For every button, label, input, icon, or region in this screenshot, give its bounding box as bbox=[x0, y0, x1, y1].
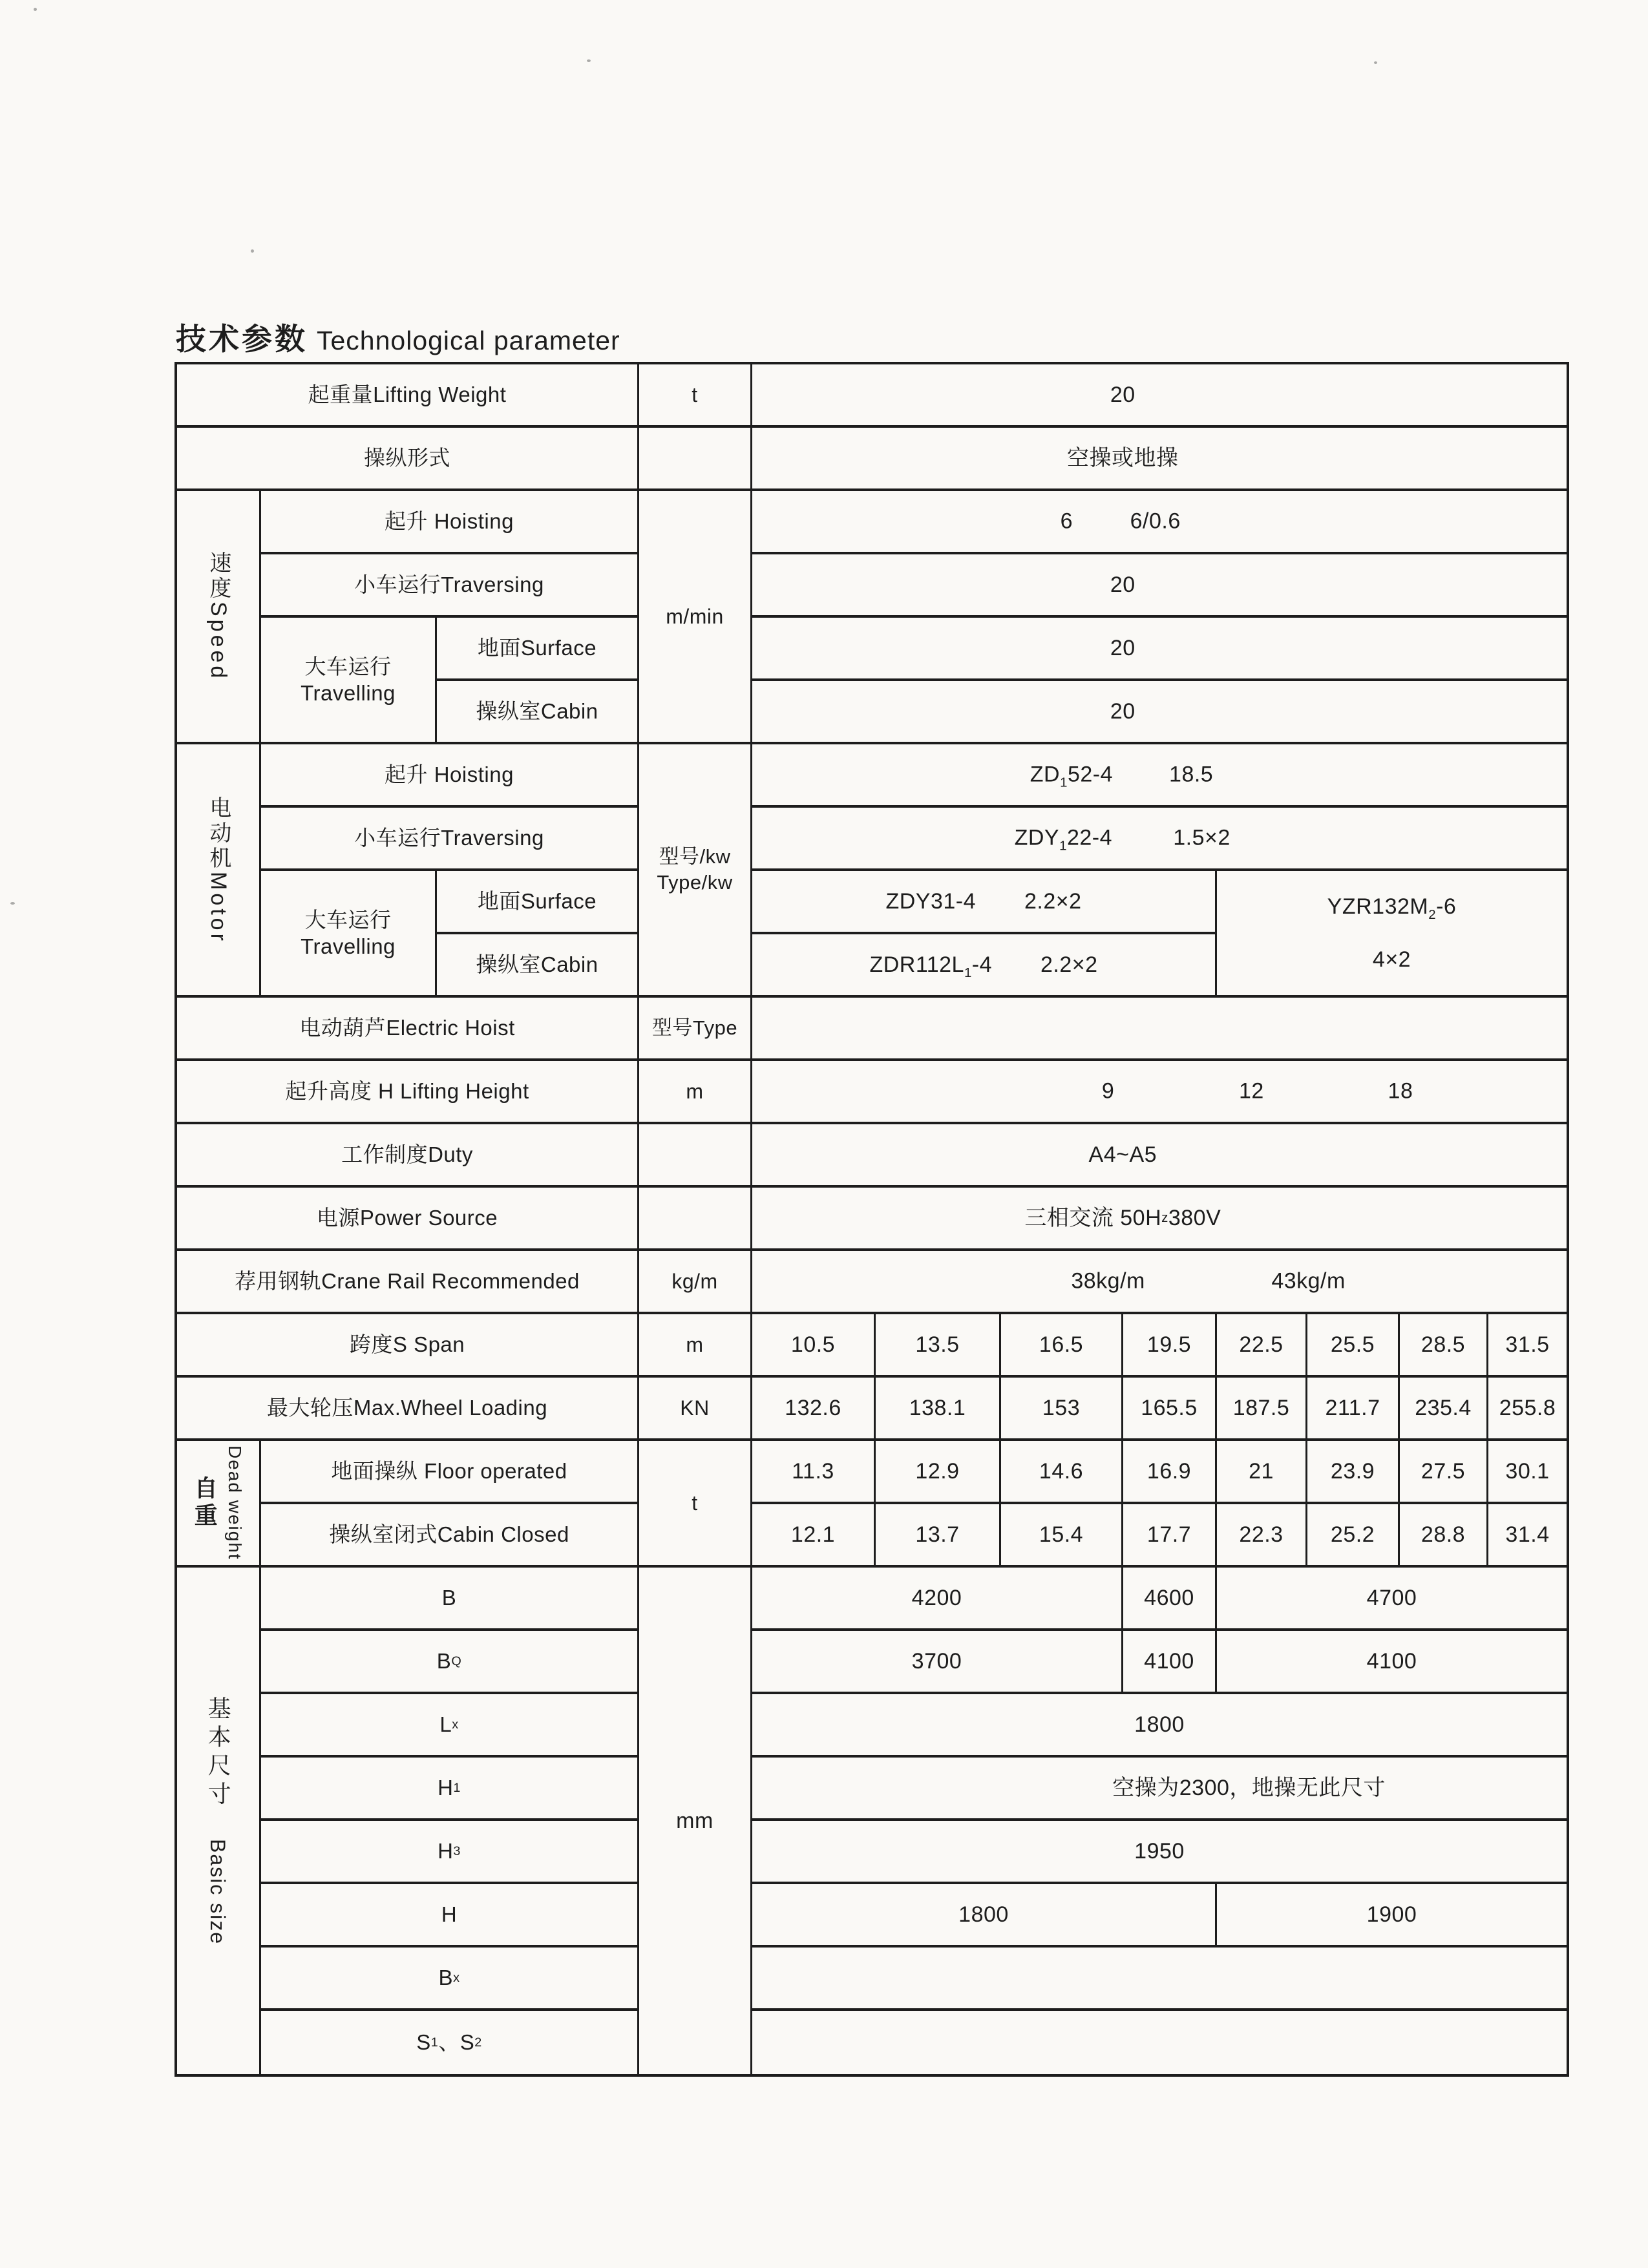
page-title bbox=[176, 315, 620, 359]
dead-weight-floor-value: 23.9 bbox=[1307, 1441, 1400, 1504]
crane-rail-unit: kg/m bbox=[639, 1251, 752, 1314]
basic-size-lx-value: 1800 bbox=[752, 1694, 1567, 1758]
lifting-height-unit: m bbox=[639, 1061, 752, 1124]
dead-weight-group-cjk: 自重 bbox=[191, 1476, 218, 1530]
basic-size-unit: mm bbox=[639, 1568, 752, 2074]
crane-rail-value-a: 38kg/m bbox=[1071, 1268, 1145, 1294]
motor-hoisting-label: 起升 Hoisting bbox=[261, 744, 639, 808]
crane-rail-value bbox=[752, 1251, 1567, 1314]
speed-travelling-label-en: Travelling bbox=[301, 681, 396, 705]
lifting-height-v2: 12 bbox=[1238, 1078, 1264, 1104]
wheel-loading-value: 255.8 bbox=[1488, 1378, 1567, 1441]
motor-traversing-power: 1.5×2 bbox=[1173, 825, 1231, 850]
motor-traversing-type: $ZDY_122-4$ bbox=[1014, 825, 1113, 854]
wheel-loading-value: 235.4 bbox=[1400, 1378, 1488, 1441]
motor-unit bbox=[639, 744, 752, 998]
dead-weight-cabin-value: 12.1 bbox=[752, 1504, 876, 1568]
lifting-weight-value: 20 bbox=[752, 364, 1567, 428]
electric-hoist-value bbox=[752, 998, 1567, 1061]
speed-hoisting-value bbox=[752, 491, 1567, 554]
span-value: 16.5 bbox=[1001, 1314, 1123, 1378]
basic-size-h3-value: 1950 bbox=[752, 1821, 1567, 1884]
lifting-weight-unit: t bbox=[639, 364, 752, 428]
scan-speck bbox=[1374, 61, 1377, 64]
basic-size-b-v3: 4700 bbox=[1217, 1568, 1567, 1631]
electric-hoist-unit: 型号Type bbox=[639, 998, 752, 1061]
dead-weight-floor-value: 11.3 bbox=[752, 1441, 876, 1504]
lifting-height-value bbox=[752, 1061, 1567, 1124]
motor-surface-type: ZDY31-4 bbox=[885, 888, 977, 914]
speed-cabin-value: 20 bbox=[752, 681, 1567, 744]
basic-size-bq-v2: 4100 bbox=[1123, 1631, 1217, 1694]
electric-hoist-label: 电动葫芦Electric Hoist bbox=[177, 998, 639, 1061]
dead-weight-floor-label: 地面操纵 Floor operated bbox=[261, 1441, 639, 1504]
motor-travelling-right-value bbox=[1217, 871, 1567, 998]
motor-hoisting-power: 18.5 bbox=[1169, 762, 1214, 787]
basic-size-h-v2: 1900 bbox=[1217, 1884, 1567, 1948]
crane-rail-label: 荐用钢轨Crane Rail Recommended bbox=[177, 1251, 639, 1314]
basic-size-bx-value bbox=[752, 1948, 1567, 2011]
basic-size-b-v2: 4600 bbox=[1123, 1568, 1217, 1631]
wheel-loading-value: 132.6 bbox=[752, 1378, 876, 1441]
wheel-loading-value: 165.5 bbox=[1123, 1378, 1217, 1441]
speed-hoisting-label: 起升 Hoisting bbox=[261, 491, 639, 554]
motor-cabin-value bbox=[752, 934, 1217, 998]
motor-travelling-label-en: Travelling bbox=[301, 934, 396, 958]
span-value: 13.5 bbox=[876, 1314, 1001, 1378]
basic-size-group-label bbox=[177, 1568, 261, 2074]
page-title-cjk: 技术参数 bbox=[176, 322, 308, 356]
span-label: 跨度S Span bbox=[177, 1314, 639, 1378]
dead-weight-cabin-value: 17.7 bbox=[1123, 1504, 1217, 1568]
dead-weight-cabin-value: 25.2 bbox=[1307, 1504, 1400, 1568]
page-title-en: Technological parameter bbox=[317, 326, 620, 355]
basic-size-bq-label: B Q bbox=[261, 1631, 639, 1694]
wheel-loading-unit: KN bbox=[639, 1378, 752, 1441]
scan-speck bbox=[10, 902, 15, 905]
motor-group-label: 电动机Motor bbox=[177, 744, 261, 998]
parameter-table bbox=[174, 362, 1569, 2077]
speed-unit: m/min bbox=[639, 491, 752, 744]
dead-weight-cabin-value: 22.3 bbox=[1217, 1504, 1307, 1568]
wheel-loading-value: 187.5 bbox=[1217, 1378, 1307, 1441]
power-source-value: 三相交流 50H z 380V bbox=[752, 1188, 1567, 1251]
dead-weight-floor-value: 27.5 bbox=[1400, 1441, 1488, 1504]
crane-rail-value-b: 43kg/m bbox=[1271, 1268, 1346, 1294]
basic-size-s1s2-label: S 1 、S 2 bbox=[261, 2011, 639, 2074]
basic-size-group-en: Basic size bbox=[206, 1839, 230, 1946]
duty-unit bbox=[639, 1124, 752, 1188]
wheel-loading-value: 153 bbox=[1001, 1378, 1123, 1441]
span-value: 25.5 bbox=[1307, 1314, 1400, 1378]
motor-surface-power: 2.2×2 bbox=[1024, 888, 1082, 914]
motor-travelling-label bbox=[261, 871, 437, 998]
dead-weight-cabin-value: 15.4 bbox=[1001, 1504, 1123, 1568]
motor-unit-line2: Type/kw bbox=[657, 871, 733, 894]
speed-hoisting-value-b: 6/0.6 bbox=[1130, 509, 1181, 534]
dead-weight-floor-value: 21 bbox=[1217, 1441, 1307, 1504]
motor-surface-label: 地面Surface bbox=[437, 871, 639, 934]
basic-size-h1-label: H 1 bbox=[261, 1758, 639, 1821]
span-value: 10.5 bbox=[752, 1314, 876, 1378]
dead-weight-group-label bbox=[177, 1441, 261, 1568]
duty-label: 工作制度Duty bbox=[177, 1124, 639, 1188]
dead-weight-floor-value: 14.6 bbox=[1001, 1441, 1123, 1504]
control-mode-unit bbox=[639, 428, 752, 491]
dead-weight-cabin-value: 31.4 bbox=[1488, 1504, 1567, 1568]
lifting-height-v3: 18 bbox=[1388, 1078, 1413, 1104]
power-source-label: 电源Power Source bbox=[177, 1188, 639, 1251]
scan-speck bbox=[34, 8, 37, 11]
lifting-height-label: 起升高度 H Lifting Height bbox=[177, 1061, 639, 1124]
span-value: 22.5 bbox=[1217, 1314, 1307, 1378]
span-value: 31.5 bbox=[1488, 1314, 1567, 1378]
span-value: 28.5 bbox=[1400, 1314, 1488, 1378]
dead-weight-group-en: Dead weight bbox=[224, 1445, 245, 1560]
motor-traversing-label: 小车运行Traversing bbox=[261, 808, 639, 871]
control-mode-label: 操纵形式 bbox=[177, 428, 639, 491]
basic-size-s1s2-value bbox=[752, 2011, 1567, 2074]
dead-weight-cabin-label: 操纵室闭式Cabin Closed bbox=[261, 1504, 639, 1568]
basic-size-h1-value: 空操为2300，地操无此尺寸 bbox=[752, 1758, 1567, 1821]
speed-traversing-value: 20 bbox=[752, 554, 1567, 618]
lifting-weight-label: 起重量Lifting Weight bbox=[177, 364, 639, 428]
motor-hoisting-value bbox=[752, 744, 1567, 808]
scan-speck bbox=[251, 249, 254, 253]
basic-size-bx-label: B x bbox=[261, 1948, 639, 2011]
dead-weight-cabin-value: 13.7 bbox=[876, 1504, 1001, 1568]
basic-size-b-v1: 4200 bbox=[752, 1568, 1123, 1631]
speed-travelling-label bbox=[261, 618, 437, 744]
motor-traversing-value bbox=[752, 808, 1567, 871]
basic-size-bq-v1: 3700 bbox=[752, 1631, 1123, 1694]
speed-traversing-label: 小车运行Traversing bbox=[261, 554, 639, 618]
span-unit: m bbox=[639, 1314, 752, 1378]
dead-weight-floor-value: 16.9 bbox=[1123, 1441, 1217, 1504]
motor-cabin-type: $ZDR112L_1-4$ bbox=[869, 952, 993, 980]
speed-surface-value: 20 bbox=[752, 618, 1567, 681]
speed-hoisting-value-a: 6 bbox=[1060, 509, 1073, 534]
basic-size-bq-v3: 4100 bbox=[1217, 1631, 1567, 1694]
wheel-loading-value: 211.7 bbox=[1307, 1378, 1400, 1441]
motor-right-type: $YZR132M_2-6$ bbox=[1327, 894, 1457, 922]
motor-hoisting-type: $ZD_152-4$ bbox=[1030, 762, 1114, 790]
dead-weight-floor-value: 12.9 bbox=[876, 1441, 1001, 1504]
basic-size-h3-label: H 3 bbox=[261, 1821, 639, 1884]
basic-size-h-v1: 1800 bbox=[752, 1884, 1217, 1948]
dead-weight-floor-value: 30.1 bbox=[1488, 1441, 1567, 1504]
scan-speck bbox=[587, 59, 591, 62]
control-mode-value: 空操或地操 bbox=[752, 428, 1567, 491]
basic-size-b-label: B bbox=[261, 1568, 639, 1631]
speed-cabin-label: 操纵室Cabin bbox=[437, 681, 639, 744]
basic-size-h-label: H bbox=[261, 1884, 639, 1948]
motor-unit-line1: 型号/kw bbox=[659, 845, 731, 868]
lifting-height-v1: 9 bbox=[1101, 1078, 1115, 1104]
basic-size-group-cjk: 基本尺寸 bbox=[205, 1696, 232, 1811]
speed-surface-label: 地面Surface bbox=[437, 618, 639, 681]
duty-value: A4~A5 bbox=[752, 1124, 1567, 1188]
dead-weight-unit: t bbox=[639, 1441, 752, 1568]
dead-weight-cabin-value: 28.8 bbox=[1400, 1504, 1488, 1568]
wheel-loading-value: 138.1 bbox=[876, 1378, 1001, 1441]
power-source-unit bbox=[639, 1188, 752, 1251]
motor-cabin-label: 操纵室Cabin bbox=[437, 934, 639, 998]
wheel-loading-label: 最大轮压Max.Wheel Loading bbox=[177, 1378, 639, 1441]
speed-group-label: 速度Speed bbox=[177, 491, 261, 744]
speed-travelling-label-cjk: 大车运行 bbox=[304, 654, 392, 678]
motor-travelling-label-cjk: 大车运行 bbox=[304, 907, 392, 932]
basic-size-lx-label: L x bbox=[261, 1694, 639, 1758]
span-value: 19.5 bbox=[1123, 1314, 1217, 1378]
motor-cabin-power: 2.2×2 bbox=[1041, 952, 1098, 977]
motor-right-power: 4×2 bbox=[1372, 947, 1411, 972]
motor-surface-value bbox=[752, 871, 1217, 934]
